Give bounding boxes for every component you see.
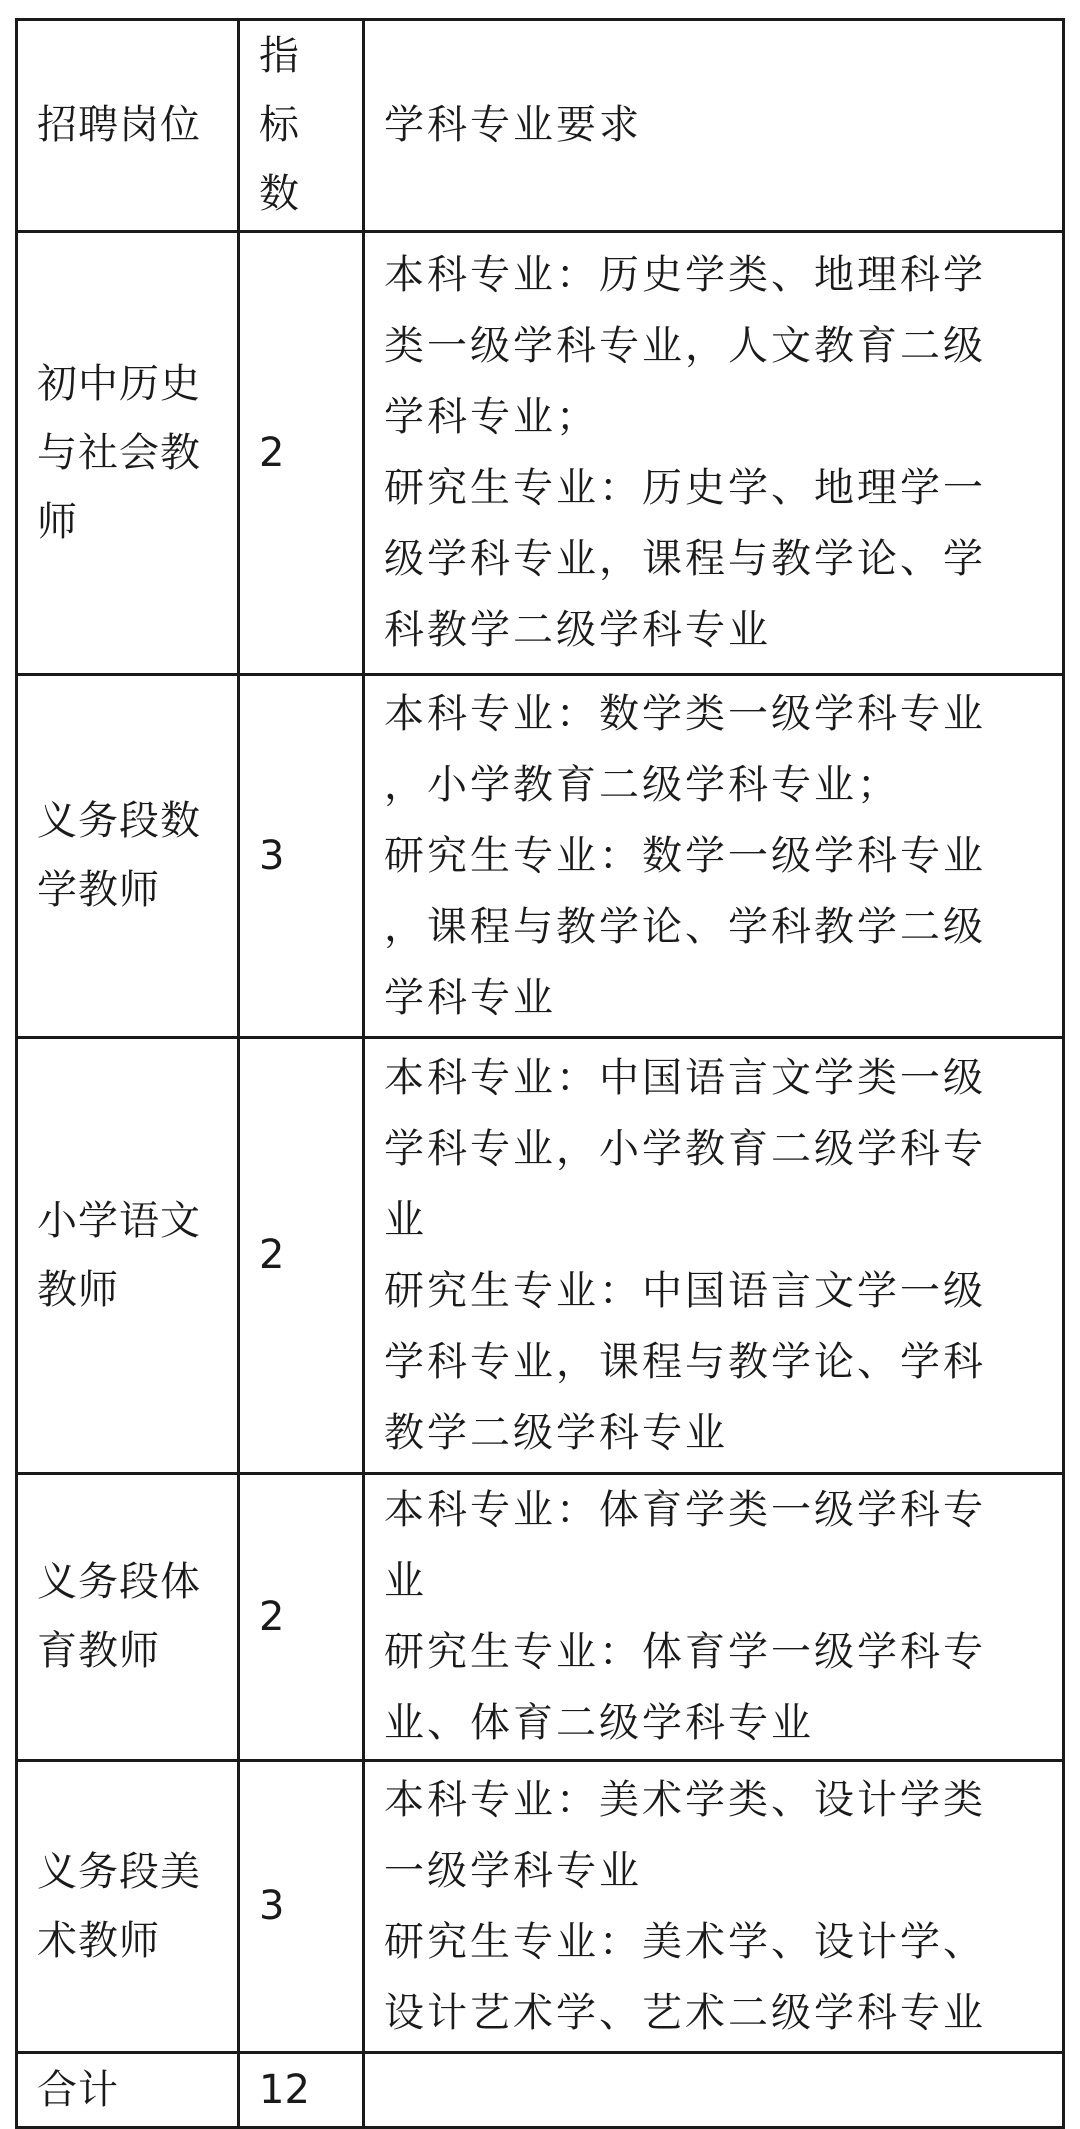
recruitment-table <box>15 18 1065 2129</box>
table-row <box>17 1474 1064 1761</box>
position-line: 教师 <box>37 1266 119 1313</box>
total-label: 合计 <box>37 2066 119 2113</box>
position-cell <box>17 1474 239 1761</box>
requirement-line: 研究生专业：数学一级学科专业 <box>384 832 986 879</box>
table-row <box>17 1038 1064 1474</box>
requirement-line: 教学二级学科专业 <box>384 1409 728 1456</box>
table-row <box>17 1761 1064 2053</box>
requirement-line: 本科专业：体育学类一级学科专 <box>384 1487 986 1533</box>
requirement-line: 业 <box>384 1558 427 1604</box>
position-line: 初中历史 <box>37 360 201 407</box>
header-quota-line: 指 <box>259 33 299 79</box>
total-quota: 12 <box>259 2066 310 2113</box>
requirement-line: 业、体育二级学科专业 <box>384 1700 814 1746</box>
total-quota-cell <box>239 2053 364 2128</box>
position-line: 育教师 <box>37 1628 160 1674</box>
header-quota-line: 标 <box>259 102 299 148</box>
position-line: 小学语文 <box>37 1197 201 1244</box>
requirement-cell <box>364 232 1064 675</box>
quota-value: 3 <box>259 1883 285 1929</box>
table-row <box>17 675 1064 1038</box>
header-position-cell <box>17 20 239 232</box>
requirement-line: ，课程与教学论、学科教学二级 <box>384 903 986 950</box>
quota-cell <box>239 1761 364 2053</box>
quota-value: 2 <box>259 1593 285 1640</box>
total-requirement-cell <box>364 2053 1064 2128</box>
position-line: 义务段数 <box>37 798 201 844</box>
position-line: 与社会教 <box>37 429 201 476</box>
table-row <box>17 232 1064 675</box>
header-position: 招聘岗位 <box>37 102 201 148</box>
position-cell <box>17 232 239 675</box>
quota-cell <box>239 1474 364 1761</box>
position-line: 义务段美 <box>37 1848 201 1895</box>
requirement-line: 学科专业，小学教育二级学科专 <box>384 1125 986 1172</box>
requirement-line: 科教学二级学科专业 <box>384 607 771 653</box>
total-label-cell <box>17 2053 239 2128</box>
quota-cell <box>239 1038 364 1474</box>
requirement-line: 研究生专业：中国语言文学一级 <box>384 1267 986 1314</box>
position-cell <box>17 1761 239 2053</box>
requirement-line: 本科专业：历史学类、地理科学 <box>384 252 986 298</box>
position-cell <box>17 1038 239 1474</box>
header-row <box>17 20 1064 232</box>
requirement-line: 学科专业，课程与教学论、学科 <box>384 1338 986 1385</box>
header-quota-cell <box>239 20 364 232</box>
quota-value: 2 <box>259 1232 285 1278</box>
header-requirement-cell <box>364 20 1064 232</box>
requirement-line: ，小学教育二级学科专业； <box>384 761 900 808</box>
quota-value: 3 <box>259 832 285 879</box>
requirement-line: 本科专业：数学类一级学科专业 <box>384 690 986 737</box>
requirement-line: 类一级学科专业，人文教育二级 <box>384 323 986 369</box>
quota-cell <box>239 232 364 675</box>
requirement-cell <box>364 1038 1064 1474</box>
header-requirement: 学科专业要求 <box>384 102 642 148</box>
total-row <box>17 2053 1064 2128</box>
requirement-line: 级学科专业，课程与教学论、学 <box>384 536 986 582</box>
header-quota-line: 数 <box>259 171 299 217</box>
position-line: 义务段体 <box>37 1559 201 1605</box>
position-cell <box>17 675 239 1038</box>
position-line: 术教师 <box>37 1917 160 1964</box>
requirement-line: 本科专业：中国语言文学类一级 <box>384 1054 986 1101</box>
position-line: 师 <box>37 498 78 545</box>
requirement-line: 一级学科专业 <box>384 1847 642 1894</box>
requirement-line: 研究生专业：体育学一级学科专 <box>384 1629 986 1675</box>
quota-cell <box>239 675 364 1038</box>
requirement-line: 学科专业 <box>384 974 556 1021</box>
requirement-cell <box>364 675 1064 1038</box>
requirement-line: 设计艺术学、艺术二级学科专业 <box>384 1989 986 2036</box>
requirement-line: 业 <box>384 1196 427 1243</box>
quota-value: 2 <box>259 429 285 476</box>
requirement-line: 本科专业：美术学类、设计学类 <box>384 1776 986 1823</box>
requirement-line: 学科专业； <box>384 394 599 440</box>
requirement-cell <box>364 1474 1064 1761</box>
position-line: 学教师 <box>37 867 160 913</box>
requirement-line: 研究生专业：美术学、设计学、 <box>384 1918 986 1965</box>
requirement-line: 研究生专业：历史学、地理学一 <box>384 465 986 511</box>
requirement-cell <box>364 1761 1064 2053</box>
